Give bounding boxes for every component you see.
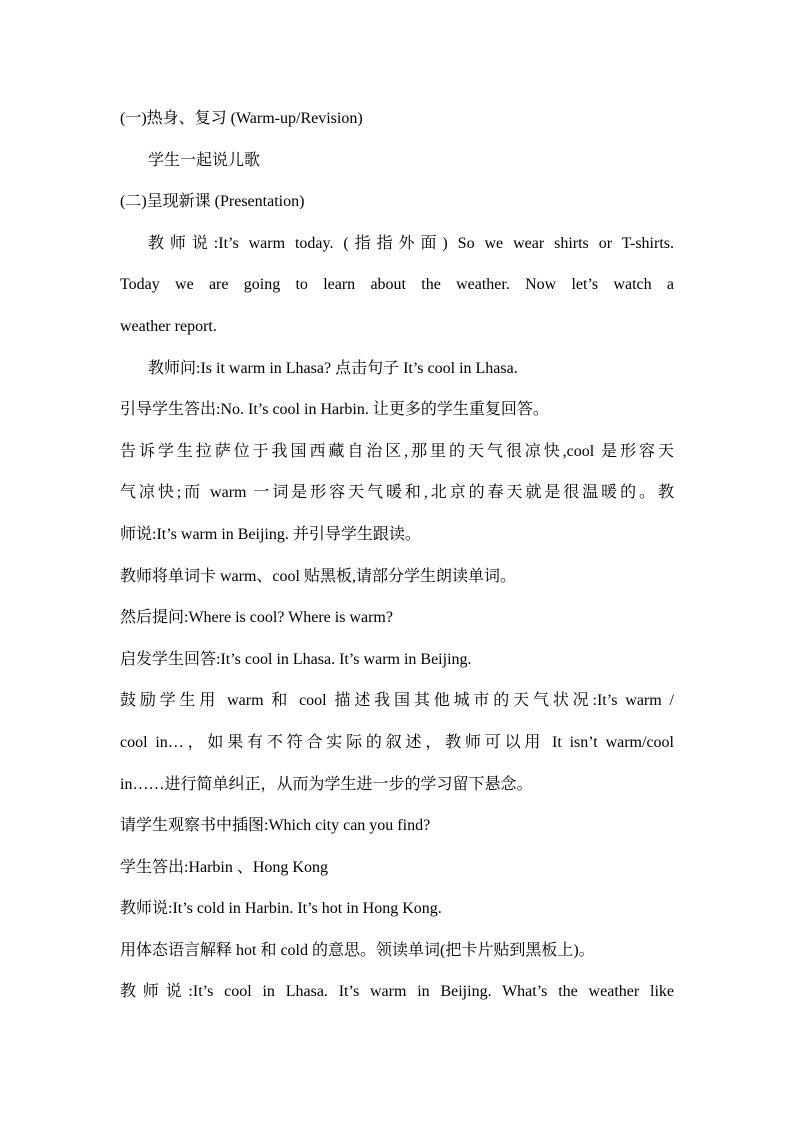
paragraph-line: 启发学生回答:It’s cool in Lhasa. It’s warm in Beijing. xyxy=(120,650,472,668)
section-heading-warmup: (一)热身、复习 (Warm-up/Revision) xyxy=(120,110,363,127)
paragraph-line: 教师说:It’s cool in Lhasa. It’s warm in Beijing. What’s the weather like xyxy=(120,983,674,1001)
section-heading-presentation: (二)呈现新课 (Presentation) xyxy=(120,193,305,211)
paragraph-line: 气凉快;而 warm 一词是形容天气暖和,北京的春天就是很温暖的。教 xyxy=(120,484,674,502)
paragraph-line: cool in…，如果有不符合实际的叙述，教师可以用 It isn’t warm/cool xyxy=(120,733,674,751)
paragraph-line: 用体态语言解释 hot 和 cold 的意思。领读单词(把卡片贴到黑板上)。 xyxy=(120,941,595,959)
paragraph-line: weather report. xyxy=(120,317,217,335)
paragraph-line: 师说:It’s warm in Beijing. 并引导学生跟读。 xyxy=(120,525,421,543)
document-page xyxy=(120,98,674,1013)
paragraph-line: 教师问:Is it warm in Lhasa? 点击句子 It’s cool in Lhasa. xyxy=(148,359,518,377)
paragraph-line: Today we are going to learn about the weather. Now let’s watch a xyxy=(120,276,674,294)
paragraph-line: 教师将单词卡 warm、cool 贴黑板,请部分学生朗读单词。 xyxy=(120,567,516,585)
paragraph-line: in……进行简单纠正，从而为学生进一步的学习留下悬念。 xyxy=(120,775,533,793)
paragraph-line: 教师说:It’s warm today. (指指外面) So we wear shirts or T-shirts. xyxy=(148,234,674,252)
paragraph-line: 鼓励学生用 warm 和 cool 描述我国其他城市的天气状况:It’s warm / xyxy=(120,692,674,710)
paragraph-line: 告诉学生拉萨位于我国西藏自治区,那里的天气很凉快,cool 是形容天 xyxy=(120,442,674,460)
paragraph-line: 学生一起说儿歌 xyxy=(148,151,261,169)
paragraph-line: 引导学生答出:No. It’s cool in Harbin. 让更多的学生重复回答。 xyxy=(120,401,549,419)
paragraph-line: 学生答出:Harbin 、Hong Kong xyxy=(120,858,328,876)
paragraph-line: 然后提问:Where is cool? Where is warm? xyxy=(120,609,393,627)
paragraph-line: 请学生观察书中插图:Which city can you find? xyxy=(120,817,431,835)
paragraph-line: 教师说:It’s cold in Harbin. It’s hot in Hong Kong. xyxy=(120,900,442,918)
